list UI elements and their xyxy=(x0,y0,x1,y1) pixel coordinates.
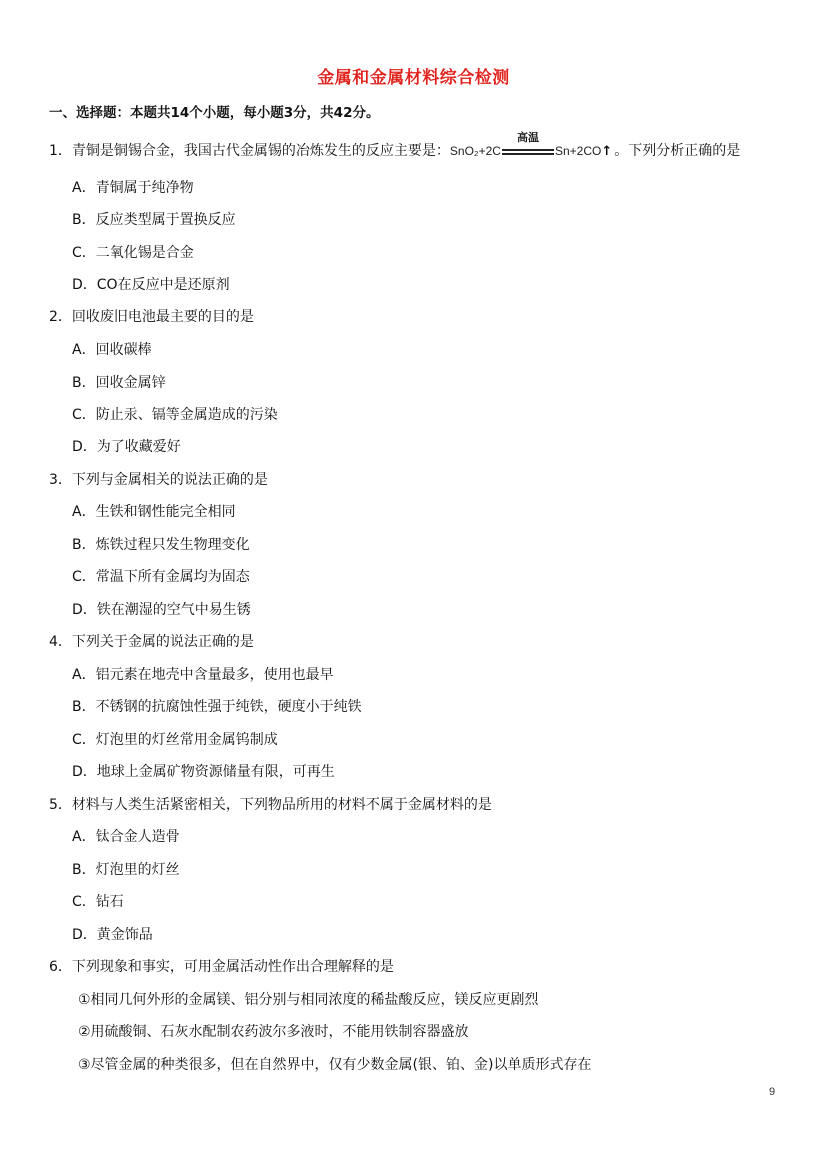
option-1b: B．反应类型属于置换反应 xyxy=(72,212,236,228)
question-stem: 回收废旧电池最主要的目的是 xyxy=(71,309,254,325)
option-4d: D．地球上金属矿物资源储量有限，可再生 xyxy=(72,764,335,780)
option-3d: D．铁在潮湿的空气中易生锈 xyxy=(72,602,251,618)
question-number: 4． xyxy=(49,634,72,650)
question-2 xyxy=(49,306,254,326)
statement-2: ②用硫酸铜、石灰水配制农药波尔多液时，不能用铁制容器盛放 xyxy=(78,1024,469,1040)
section-header: 一、选择题：本题共14个小题，每小题3分，共42分。 xyxy=(49,105,380,121)
option-1d: D．CO在反应中是还原剂 xyxy=(72,277,230,293)
question-stem: 下列现象和事实，可用金属活动性作出合理解释的是 xyxy=(71,959,394,975)
statement-3: ③尽管金属的种类很多，但在自然界中，仅有少数金属(银、铂、金)以单质形式存在 xyxy=(78,1057,592,1073)
equals-bar-bottom xyxy=(502,153,554,155)
question-stem: 青铜是铜锡合金，我国古代金属锡的冶炼发生的反应主要是： xyxy=(71,143,450,159)
option-2a: A．回收碳棒 xyxy=(72,342,152,358)
option-1a: A．青铜属于纯净物 xyxy=(72,180,194,196)
condition-label: 高温 xyxy=(516,131,539,144)
page-title: 金属和金属材料综合检测 xyxy=(317,68,510,88)
question-number: 3． xyxy=(49,472,72,488)
option-4a: A．铝元素在地壳中含量最多，使用也最早 xyxy=(72,667,334,683)
option-5c: C．钻石 xyxy=(72,894,124,910)
option-1c: C．二氧化锡是合金 xyxy=(72,245,194,261)
option-4c: C．灯泡里的灯丝常用金属钨制成 xyxy=(72,732,278,748)
option-3a: A．生铁和钢性能完全相同 xyxy=(72,504,236,520)
formula-left: SnO₂+2C xyxy=(449,144,501,158)
question-number: 2． xyxy=(49,309,72,325)
equals-bar-top xyxy=(502,149,554,151)
question-5 xyxy=(49,794,492,814)
formula-right: Sn+2CO xyxy=(554,144,602,158)
question-stem: 下列关于金属的说法正确的是 xyxy=(71,634,254,650)
option-2d: D．为了收藏爱好 xyxy=(72,439,181,455)
statement-1: ①相同几何外形的金属镁、铝分别与相同浓度的稀盐酸反应，镁反应更剧烈 xyxy=(78,992,539,1008)
option-5d: D．黄金饰品 xyxy=(72,927,153,943)
question-stem-end: 。下列分析正确的是 xyxy=(614,143,741,159)
option-3b: B．炼铁过程只发生物理变化 xyxy=(72,537,250,553)
question-4 xyxy=(49,631,254,651)
question-number: 5． xyxy=(49,797,72,813)
question-number: 6． xyxy=(49,959,72,975)
option-3c: C．常温下所有金属均为固态 xyxy=(72,569,250,585)
page-number: 9 xyxy=(769,1086,776,1098)
question-stem: 下列与金属相关的说法正确的是 xyxy=(71,472,268,488)
option-4b: B．不锈钢的抗腐蚀性强于纯铁，硬度小于纯铁 xyxy=(72,699,362,715)
reaction-condition xyxy=(502,131,554,158)
question-1 xyxy=(49,131,741,160)
question-number: 1． xyxy=(49,143,72,159)
question-stem: 材料与人类生活紧密相关，下列物品所用的材料不属于金属材料的是 xyxy=(71,797,492,813)
question-6 xyxy=(49,956,394,976)
question-3 xyxy=(49,469,268,489)
gas-arrow-icon: ↑ xyxy=(601,144,613,159)
option-5a: A．钛合金人造骨 xyxy=(72,829,180,845)
option-2b: B．回收金属锌 xyxy=(72,375,166,391)
option-2c: C．防止汞、镉等金属造成的污染 xyxy=(72,407,278,423)
option-5b: B．灯泡里的灯丝 xyxy=(72,862,180,878)
